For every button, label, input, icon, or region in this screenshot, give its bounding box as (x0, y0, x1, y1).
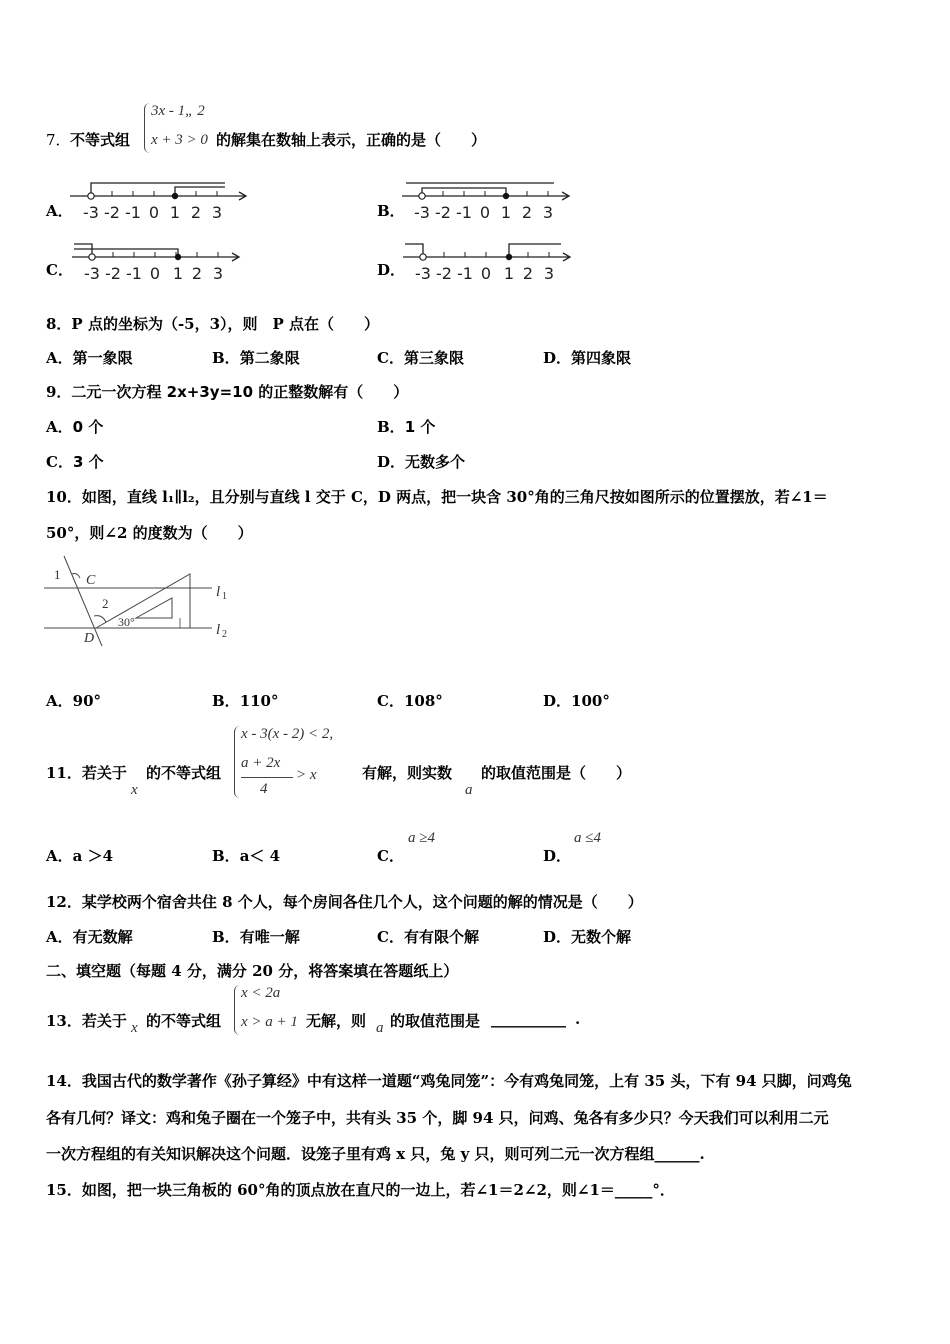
q8-option-a (46, 347, 133, 368)
q7c-tick-label: 3 (212, 264, 224, 283)
q9-equation: 2x+3y=10 (166, 383, 254, 401)
q13-system-brace (234, 985, 241, 1035)
q11-var-x: x (131, 782, 138, 798)
q10-option-d (543, 690, 610, 711)
q12-option-c (377, 926, 479, 947)
q7d-tick-label: -2 (436, 264, 452, 283)
q7d-tick-label: 3 (543, 264, 555, 283)
fig-label-d: D (84, 631, 95, 646)
q11-part4: 的取值范围是（ ） (481, 764, 632, 782)
q9-prefix: 9．二元一次方程 (46, 383, 167, 401)
q7-number-line-d (403, 237, 578, 287)
q14-line2: 各有几何？译文：鸡和兔子圈在一个笼子中，共有头 35 个，脚 94 只，问鸡、兔各有多少只？今天我们可以利用二元 (46, 1109, 829, 1127)
q10-line1: 10．如图，直线 l₁∥l₂，且分别与直线 l 交于 C，D 两点，把一块含 30°角的三角尺按如图所示的位置摆放，若∠1＝ (46, 488, 828, 506)
fig-label-l2-sub: 2 (222, 629, 227, 640)
option-label: B． (212, 928, 240, 946)
q11-option-d-text: a ≤4 (574, 830, 601, 846)
q13-part3: 无解，则 (306, 1012, 367, 1030)
q7a-tick-label: 0 (148, 203, 160, 222)
q7d-tick-label: 2 (522, 264, 534, 283)
q10-option-b (212, 690, 279, 711)
option-text: a＜ 4 (239, 847, 281, 865)
q7d-tick-label: -3 (415, 264, 431, 283)
q13-var-x: x (131, 1020, 138, 1036)
q11-frac-rel: > x (296, 767, 317, 783)
fig-label-30deg: 30° (118, 615, 135, 629)
q10-figure (44, 556, 244, 648)
q10-option-c (377, 690, 443, 711)
q7a-tick-label: -1 (125, 203, 141, 222)
option-label: B． (212, 692, 240, 710)
q7c-tick-label: 1 (172, 264, 184, 283)
q7-number-line-a (70, 176, 255, 226)
option-unit: 个 (420, 418, 436, 436)
option-unit: 个 (88, 418, 104, 436)
q7d-tick-label: 0 (480, 264, 492, 283)
q8-option-c (377, 347, 464, 368)
option-label: B． (377, 418, 405, 436)
option-label: C． (377, 349, 404, 367)
q7b-tick-label: 0 (479, 203, 491, 222)
q11-option-c-label: C． (377, 847, 404, 865)
q7c-tick-label: 0 (149, 264, 161, 283)
q7-stem-a: 不等式组 (70, 131, 131, 149)
q7b-tick-label: 1 (500, 203, 512, 222)
q13-end: . (575, 1010, 581, 1028)
option-text: 有无数解 (72, 928, 133, 946)
option-label: C． (377, 692, 404, 710)
option-label: D． (543, 692, 572, 710)
option-text: 无数个解 (571, 928, 632, 946)
q13-part4: 的取值范围是 (390, 1012, 481, 1030)
fig-label-c: C (86, 573, 96, 588)
q7-option-b-label: B． (377, 202, 405, 220)
q11-frac-den: 4 (260, 781, 268, 797)
option-text: 有有限个解 (403, 928, 479, 946)
q11-option-b (212, 845, 280, 866)
q11-var-a: a (465, 782, 473, 798)
q7d-tick-label: 1 (503, 264, 515, 283)
q7-system-line1: 3x - 1„ 2 (151, 103, 205, 119)
option-text: 90° (72, 692, 102, 710)
option-value: 3 (72, 453, 84, 471)
q11-frac-num: a + 2x (241, 755, 281, 771)
option-text: 第四象限 (571, 349, 632, 367)
q9-option-b (377, 416, 435, 437)
q9-suffix: 的正整数解有（ ） (253, 383, 409, 401)
option-value: 1 (404, 418, 416, 436)
option-unit: 个 (88, 453, 104, 471)
q11-system-brace (234, 726, 241, 798)
q13-answer-blank[interactable]: __________ (491, 1010, 566, 1028)
q7-option-d-label: D． (377, 261, 406, 279)
q11-part2: 的不等式组 (146, 764, 222, 782)
q7-option-c-label: C． (46, 261, 73, 279)
q7b-tick-label: -2 (435, 203, 451, 222)
option-text: a ＞4 (72, 847, 114, 865)
q8-option-b (212, 347, 300, 368)
option-label: B． (212, 349, 240, 367)
q7-number: 7． (46, 131, 71, 149)
q7-option-a-label: A． (46, 202, 73, 220)
q7b-tick-label: -3 (414, 203, 430, 222)
q10-option-a (46, 690, 101, 711)
q7b-tick-label: -1 (456, 203, 472, 222)
section2-heading: 二、填空题（每题 4 分，满分 20 分，将答案填在答题纸上） (46, 962, 459, 980)
q11-part1: 11．若关于 (46, 764, 127, 782)
option-label: D． (543, 349, 572, 367)
q7c-tick-label: -1 (126, 264, 142, 283)
q7c-tick-label: 2 (191, 264, 203, 283)
q7a-tick-label: 3 (211, 203, 223, 222)
q13-var-a: a (376, 1020, 384, 1036)
fig-label-1: 1 (54, 567, 61, 582)
q11-option-d-label: D． (543, 847, 572, 865)
q9-stem (46, 381, 408, 402)
line-l (64, 556, 102, 646)
q11-option-c-text: a ≥4 (408, 830, 435, 846)
q11-frac-bar (241, 777, 293, 778)
q7c-tick-label: -2 (105, 264, 121, 283)
fig-label-2: 2 (102, 596, 109, 611)
q12-option-d (543, 926, 631, 947)
q13-part1: 13．若关于 (46, 1012, 127, 1030)
q8-option-d (543, 347, 631, 368)
q7b-tick-label: 2 (521, 203, 533, 222)
option-label: A． (46, 692, 73, 710)
option-label: B． (212, 847, 240, 865)
q10-line2: 50°，则∠2 的度数为（ ） (46, 524, 253, 542)
q7b-tick-label: 3 (542, 203, 554, 222)
q7a-tick-label: -3 (83, 203, 99, 222)
option-unit: 无数多个 (405, 453, 466, 471)
option-label: D． (377, 453, 406, 471)
q7-system-brace (144, 103, 151, 153)
q11-option-a (46, 845, 113, 866)
q14-line1: 14．我国古代的数学著作《孙子算经》中有这样一道题“鸡兔同笼”：今有鸡兔同笼，上有 35 头，下有 94 只脚，问鸡兔 (46, 1072, 852, 1090)
q7-number-line-c (72, 237, 247, 287)
fig-label-l1: l (216, 584, 221, 600)
q7d-tick-label: -1 (457, 264, 473, 283)
option-label: D． (543, 928, 572, 946)
option-label: A． (46, 847, 73, 865)
q12-stem: 12．某学校两个宿舍共住 8 个人，每个房间各住几个人，这个问题的解的情况是（ ） (46, 893, 643, 911)
q13-part2: 的不等式组 (146, 1012, 222, 1030)
option-label: A． (46, 418, 73, 436)
option-label: A． (46, 928, 73, 946)
q9-option-a (46, 416, 103, 437)
option-text: 有唯一解 (239, 928, 300, 946)
q7a-tick-label: 1 (169, 203, 181, 222)
q13-system-line2: x > a + 1 (241, 1014, 298, 1030)
option-text: 110° (239, 692, 279, 710)
q7-number-line-b (402, 176, 577, 226)
q7a-tick-label: -2 (104, 203, 120, 222)
q12-option-a (46, 926, 133, 947)
option-label: C． (46, 453, 73, 471)
option-label: A． (46, 349, 73, 367)
option-text: 第一象限 (72, 349, 133, 367)
q7-stem-b: 的解集在数轴上表示，正确的是（ ） (216, 131, 487, 149)
q7a-tick-label: 2 (190, 203, 202, 222)
option-value: 0 (72, 418, 84, 436)
fig-label-l1-sub: 1 (222, 591, 227, 602)
option-text: 第三象限 (403, 349, 464, 367)
option-label: C． (377, 928, 404, 946)
q9-option-d (377, 451, 465, 472)
option-text: 108° (403, 692, 443, 710)
fig-label-l2: l (216, 622, 221, 638)
q11-system-line1: x - 3(x - 2) < 2, (241, 726, 334, 742)
q9-option-c (46, 451, 104, 472)
q13-system-line1: x < 2a (241, 985, 281, 1001)
q7-system-line2: x + 3 > 0 (151, 132, 208, 148)
q7c-tick-label: -3 (84, 264, 100, 283)
q12-option-b (212, 926, 300, 947)
q14-line3: 一次方程组的有关知识解决这个问题．设笼子里有鸡 x 只，兔 y 只，则可列二元一次方程组______. (46, 1145, 705, 1163)
q15-stem: 15．如图，把一块三角板的 60°角的顶点放在直尺的一边上，若∠1＝2∠2，则∠1＝_____°． (46, 1181, 675, 1199)
option-text: 100° (571, 692, 610, 710)
q11-part3: 有解，则实数 (362, 764, 453, 782)
q8-stem: 8．P 点的坐标为（-5，3），则 P 点在（ ） (46, 315, 380, 333)
option-text: 第二象限 (239, 349, 300, 367)
triangle-ruler (96, 574, 190, 628)
